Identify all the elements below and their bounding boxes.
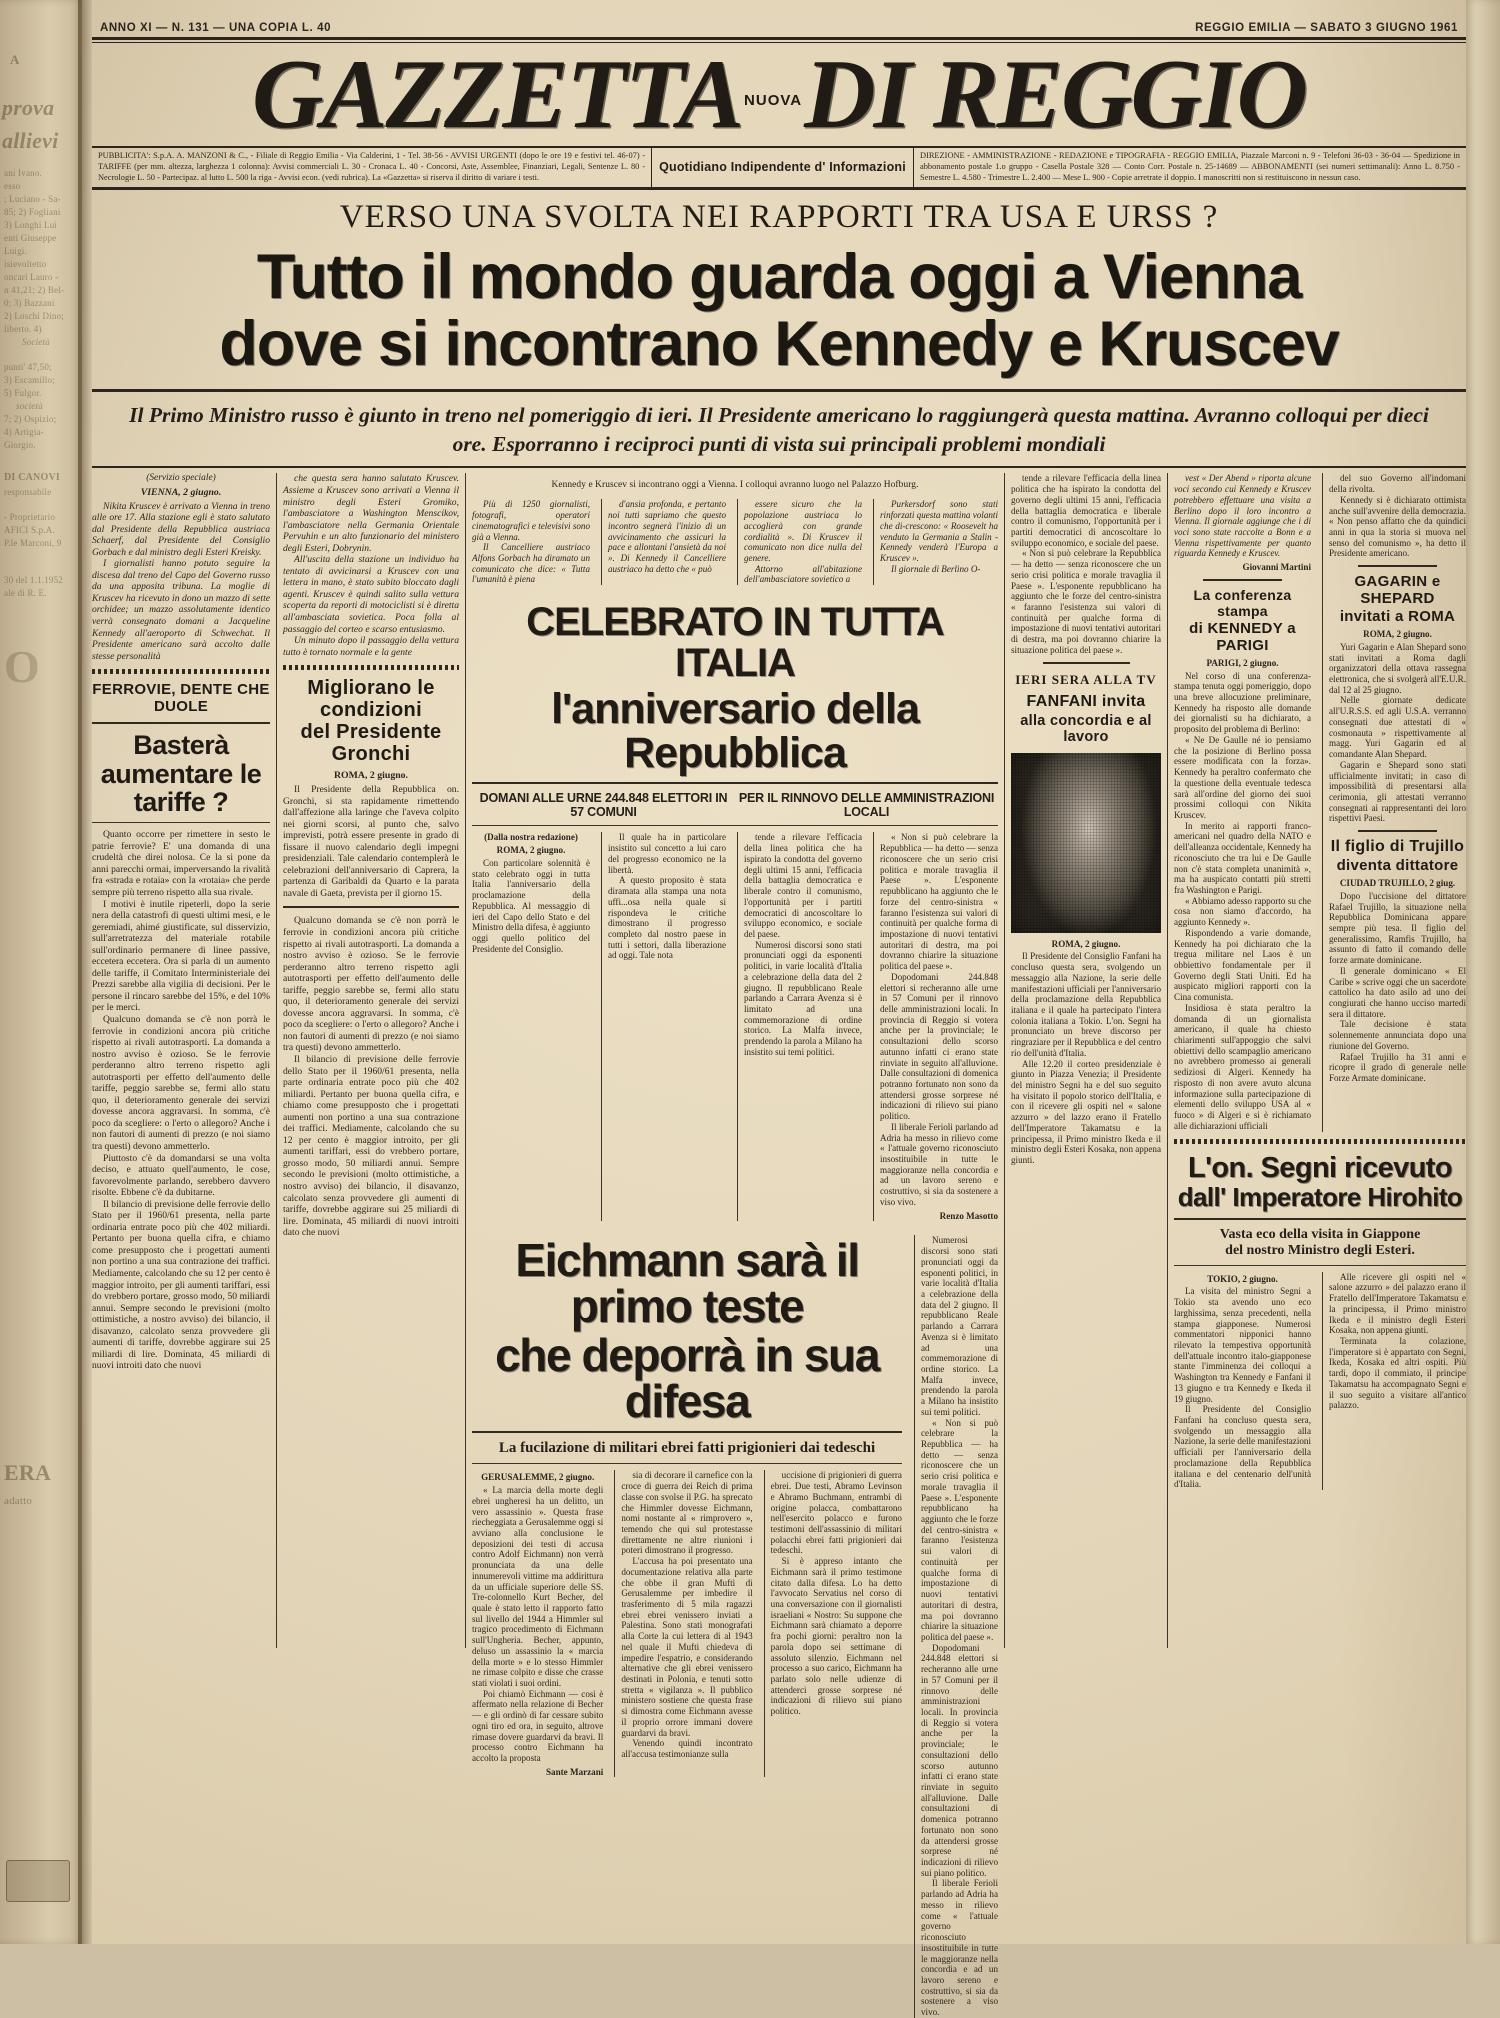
masthead-word-gazzetta: GAZZETTA: [252, 40, 743, 149]
eichmann-columns: [472, 1470, 902, 1777]
repubblica-cont-p4: Il liberale Ferioli parlando ad Adria ha messo in rilievo come « l'attuale governo riconosciuto insostituibile in tutte le maggioranze nella concordia e ad un lavoro sereno e costruttivo, si sia da sostenere a viso vivo.: [921, 1878, 998, 2018]
column-right-rail: [1174, 473, 1466, 1648]
masthead-title: [92, 40, 1466, 149]
repubblica-cont-p3: Dopodomani 244.848 elettori si recheranno alle urne in 57 Comuni per il rinnovo delle amministrazioni locali. In provincia di Reggio si votera anche per la provinciale; le consultazioni dello scorso autunno infatti ci erano state rinviate in seguito all'alluvione. Dalle consultazioni di domenica potranno fortunato non sono da attendersi grosse sorprese né indicazioni di rilievo sui piano politico.: [921, 1642, 998, 1878]
front-page-sheet: [92, 22, 1466, 2018]
repubblica-title-line2: l'anniversario della Repubblica: [551, 684, 919, 777]
right-rail-top: [1174, 473, 1466, 1131]
conferenza-title-line2: di KENNEDY a PARIGI: [1189, 619, 1296, 654]
lead-text-col-a: [472, 499, 595, 585]
flap-text: adatto: [4, 1495, 33, 1507]
eichmann-title-line1: Eichmann sarà il primo teste: [515, 1234, 859, 1333]
imprint-strip: [92, 146, 1466, 190]
folio-line: [92, 22, 1466, 37]
eichmann-col-b: [621, 1470, 757, 1777]
lead-col5-p1: d'ansia profonda, e pertanto noi tutti sapriamo che questo incontro segnerà l'inizio di un avvicinamento che assicuri la pace e allontani l'ansietà da noi ». Di Kennedy il Cancelliere austriaco ha detto che « può: [608, 499, 726, 574]
repubblica-p8: Il liberale Ferioli parlando ad Adria ha messo in rilievo come « l'attuale governo riconosciuto insostituibile in tutte le maggioranze nella concordia e ad un lavoro sereno e costruttivo, si sia da sostenere a viso vivo.: [880, 1121, 998, 1207]
photo-fanfani-tv: [1011, 753, 1161, 933]
ferrovie-cont-2: Il bilancio di previsione delle ferrovie dello Stato per il 1960/61 presenta, nella parte ordinaria entrate poco più che 402 miliardi. Pertanto per buona quella cifra, e chiamo come presupposto che i progettati aumenti non portino a una sua contrazione dei traffici. Mediamente, calcolando che su 12 per cento è maggior introito, per gli aumenti tariffari, essi do vrebbero portare, grosso modo, 50 miliardi annui. Sempre secondo le previsioni (molto ottimistiche, a nostro avviso) dei bilancio, il disavanzo, calcolato senza provvedere gli aumenti di tariffe, dovrebbe aggirare sui 25 miliardi di lire. Dominata, 45 miliardi di nuovi introiti dato che nuovi: [283, 1053, 459, 1239]
trujillo-p2: Il generale dominicano « El Caribe » scrive oggi che un sacerdote cattolico ha dato asilo ad uno dei congiurati che hanno ucciso martedì sera il dittatore.: [1329, 965, 1466, 1019]
flap-text: n 41,21; 2) Bel-: [4, 285, 65, 295]
ferrovie-kicker: FERROVIE, DENTE CHE DUOLE: [92, 681, 270, 716]
flap-text: punti' 47,50;: [4, 362, 52, 372]
flap-text: Giorgio.: [4, 440, 36, 450]
repubblica-p7: Dopodomani 244.848 elettori si recheranno alle urne in 57 Comuni per il rinnovo delle amministrazioni locali. In provincia di Reggio si votera anche per la provinciale; le consultazioni dello scorso autunno infatti ci erano state rinviate in seguito all'alluvione. Dalle consultazioni di domenica potranno fortunato non sono da attendersi grosse sorprese né indicazioni di rilievo sui piano politico.: [880, 971, 998, 1122]
flap-text: allievi: [2, 128, 59, 153]
column-rule: [276, 473, 277, 1648]
ferrovie-rule: [92, 722, 270, 724]
tv-dateline: ROMA, 2 giugno.: [1051, 938, 1121, 949]
tv-title-line1: FANFANI invita: [1026, 692, 1146, 710]
flap-text: Luigi.: [4, 246, 27, 256]
lead-col2-p3: Un minuto dopo il passaggio della vettura tutto è tornato normale e la gente: [283, 635, 459, 658]
place-date: REGGIO EMILIA — SABATO 3 GIUGNO 1961: [1195, 22, 1458, 34]
flap-text: AFICI S.p.A.: [4, 525, 55, 535]
lead-col6-p2: Attorno all'abitazione dell'ambasciatore sovietico a: [744, 563, 862, 585]
deck-rule: [92, 466, 1466, 468]
binding-gutter: [78, 0, 92, 1944]
masthead-info-imprint: [914, 148, 1466, 187]
flap-text: 85; 2) Fogliani: [4, 207, 61, 217]
gagarin-p1: Yuri Gagarin e Alan Shepard sono stati invitati a Roma dagli organizzatori della ottava rassegna elettronica, che si svolgerà all'E.U.R. dal 12 al 25 giugno.: [1329, 641, 1466, 695]
eichmann-p4: L'accusa ha poi presentato una documentazione relativa alla parte che obbe il gran Muftì di Gerusalemme per imbedire il trasferimento di 5 mila ragazzi ebrei ebrei venissero inviati a Palestina. Sono stati monografati alla Corte la cui lettera di al 1943 nel quale il Mufti chiedeva di impedire l'espatrio, e considerando alternative che gli ebrei venissero destinati in Polonia, e tenuti sotto stretta « vigilanza ». Il pubblico ministero sostiene che questa frase si dimostra come Eichmann avesse il proprio orrore immani dovere guardarvi da bravi.: [621, 1556, 753, 1738]
repubblica-article: [472, 599, 998, 1221]
segni-p1: La visita del ministro Segni a Tokio sta avendo uno eco larghissima, senza precedenti, nella stampa giapponese. Numerosi commentatori nipponici hanno rilevato la tempestiva opportunità dell'attuale incontro italo-giapponese stante l'imminenza dei colloqui a Washington tra Kennedy e Fanfani il 13 giugno e tra Kennedy e Ikeda il 19 giugno.: [1174, 1286, 1311, 1404]
trujillo-title-line2: diventa dittatore: [1336, 857, 1459, 875]
right-edge-bleed: [1466, 0, 1500, 1944]
flap-text: P.le Marconi, 9: [4, 538, 62, 548]
flap-text: A: [10, 52, 20, 67]
flap-text: 3) Escamillo;: [4, 375, 55, 385]
issue-info: ANNO XI — N. 131 — UNA COPIA L. 40: [100, 22, 332, 34]
ferrovie-p4: Piuttosto c'è da domandarsi se una volta deciso, e attuato quell'aumento, le cose, favorevolmente parlando, serebbero davvero risolte. Ebbene c'è da dubitarne.: [92, 1152, 270, 1199]
ferrovie-p1: Quanto occorre per rimettere in sesto le patrie ferrovie? E' una domanda di una crudeltà che direi nolosa. Ce la si pone da anni parecchi ormai, imperversando la rivalità fra «strada e rotaia» con la «rotaia» che perde sempre più terreno rispetto alla sua rivale.: [92, 829, 270, 898]
flap-text: ERA: [4, 1460, 52, 1485]
flap-text: oncari Lauro -: [4, 272, 59, 282]
lead-kicker: VERSO UNA SVOLTA NEI RAPPORTI TRA USA E URSS ?: [339, 199, 1219, 236]
column-rule: [764, 1470, 765, 1777]
flap-text: isievoltetto: [4, 259, 47, 269]
eichmann-col-c: [771, 1470, 902, 1777]
repubblica-p1: Con particolare solennità è stato celebrato oggi in tutta Italia l'anniversario della proclamazione della Repubblica. Al messaggio di ieri del Capo dello Stato e del Ministro della difesa, è aggiunto oggi quello politico del Presidente del Consiglio.: [472, 857, 590, 954]
flap-text: liberto. 4): [4, 324, 42, 334]
lead-col7-p2: Il giornale di Berlino O-: [891, 563, 981, 574]
lead-deck: Il Primo Ministro russo è giunto in treno nel pomeriggio di ieri. Il Presidente americano lo raggiungerà questa mattina. Avranno colloqui per dieci ore. Esporranno i reciproci punti di vista sui principali problemi mondiali: [129, 402, 1429, 456]
column-rule: [873, 499, 874, 585]
eichmann-p1: « La marcia della morte degli ebrei ungheresi ha un delitto, un vero assassinio ». Questa frase riecheggiata a Gerusalemme oggi si avviano alla conclusione le deposizioni dei testi di accusa contro Adolf Eichmann) non verrà pronunciata da una delle innumerevoli vittime ma addirittura da un ufficiale superiore delle SS. Tre-colonnello Kurt Becher, del quale è stato letto il rapporto fatto sul livello del 1944 a Himmler sul tragico procedimento di Eichmann sull'Ungheria. Becher, appunto, deluso un assassinio la « marcia della morte » e lo stesso Himmler ne rimase colpito e disse che crasse stati violati i suoi ordini.: [472, 1485, 604, 1688]
column-rule: [737, 499, 738, 585]
column-1: [92, 473, 270, 1648]
gronchi-dateline: ROMA, 2 giugno.: [333, 770, 409, 782]
flap-text: enti Giuseppe: [4, 233, 57, 243]
masthead-word-direggio: DI REGGIO: [804, 40, 1306, 149]
trujillo-p1: Dopo l'uccisione del dittatore Rafael Trujillo, la situazione nella Repubblica Dominicana appare sempre più tesa. Il figlio del generalissimo, Ramfis Trujillo, ha assunto di fatto il comando delle forze armate dominicane.: [1329, 890, 1466, 966]
conferenza-dateline: PARIGI, 2 giugno.: [1206, 657, 1279, 668]
lead-col6-p1: essere sicuro che la popolazione austriaca lo accoglierà con grande cordialità ». Di Kruscev il comunicato non dice nulla del genere.: [744, 499, 862, 563]
flap-text: 0; 3) Bazzani: [4, 298, 55, 308]
ferrovie-rule-2: [92, 822, 270, 823]
flap-text: esso: [4, 181, 21, 191]
divider: [1358, 830, 1437, 832]
segni-col-a: [1174, 1272, 1316, 1490]
section-divider: [283, 665, 459, 670]
conferenza-p6: Insidiosa è stata peraltro la domanda di un giornalista americano, il quale ha chiesto chiarimenti sull'appoggio che salvi obiettivi dello scampaglio americano no avrebbero promesso ai generali sediziosi di Algeri. Kennedy ha risposto di non avere avuto alcuna informazione sulla partecipazione di elementi dello sviluppo USA al « fuoco » di Algeri e si è richiamato alle dichiarazioni ufficiali: [1174, 1002, 1311, 1131]
column-rule: [1322, 1272, 1323, 1490]
segni-columns: [1174, 1272, 1466, 1490]
eichmann-article: [472, 1235, 998, 2017]
lead-col7-p1: Purkersdorf sono stati rinforzati questa mattina volanti che di-crescono: « Roosevelt ha venduto la Germania a Stalin - Kennedy venderà l'Europa a Kruscev ».: [880, 499, 998, 563]
eichmann-title-line2: che deporrà in sua difesa: [495, 1329, 879, 1428]
conferenza-p4: « Abbiamo adesso rapporto su che cosa non siamo d'accordo, ha aggiunto Kennedy ».: [1174, 895, 1311, 928]
column-rule: [1004, 473, 1005, 1648]
gronchi-title-line1: Migliorano le condizioni: [307, 677, 435, 722]
gagarin-p3: Gagarin e Shepard sono stati ufficialmente invitati; in caso di impossibilità di presentarsi alla cerimonia, gli attestati verranno consegnati ai rappresentanti dei loro rispettivi Paesi.: [1329, 759, 1466, 824]
tv-kicker: IERI SERA ALLA TV: [1015, 671, 1157, 687]
trujillo-p3: Tale decisione è stata solennemente annunciata dopo una riunione del Governo.: [1329, 1019, 1466, 1051]
divider: [283, 906, 459, 908]
tv-filler-p2: « Non si può celebrare la Repubblica — ha detto — senza riconoscere che un serio crisi politica e morale travaglia il Paese ». L'esponente repubblicano ha aggiunto che le forze del centro-sinistra « faranno l'esistenza sui valori di continuità per qualche forma di impostazione di nuovi tentativi autoritari di destra, ma poi dovranno chiarire la situazione politica del paese ».: [1011, 548, 1161, 655]
flap-text: 30 del 1.1.1952: [4, 575, 63, 585]
trujillo-dateline: CIUDAD TRUJILLO, 2 giug.: [1339, 878, 1456, 889]
eichmann-p7: Si è appreso intanto che Eichmann sarà il primo testimone citato dalla difesa. Lo ha detto l'avvocato Servatius nel corso di una conversazione con il giornalisti israeliani « Nostro: Su suppone che Eichmann sarà chiamato a deporre fra pochi giorni: peraltro non la parola dopo sei settimane di assoluto silenzio. Eichmann nel processo a suo carico, Eichmann ha parlato solo nelle udienze di attenderci grosse sorprese né indicazioni di rilievo sui piano politico.: [770, 1556, 902, 1717]
lead-text-col-d: [880, 499, 998, 585]
flap-text: 4) Artigia-: [4, 427, 44, 437]
repubblica-continuation: [921, 1235, 998, 2017]
lead-col8-p1: vest « Der Abend » riporta alcune voci secondo cui Kennedy e Kruscev potrebbero effettuare una visita a Berlino dopo il loro incontro a Vienna. Il giornale aggiunge che i di voci sono state raccolte a Bonn e a Vienna rispettivamente per quanto riguarda Kennedy e Kruscev.: [1174, 473, 1311, 559]
lead-text-col-c: [744, 499, 867, 585]
gronchi-p1: Il Presidente della Repubblica on. Gronchi, si sta rapidamente rimettendo dall'affezione alla laringe che l'aveva colpito nei giorni scorsi, al punto che, salvo imprevisti, potrà essere presente in grado di fissare il nuovo calendario degli impegni presidenziali. Tale calendario contemplerà le celebrazioni dell'anniversario di Caprera, la partenza di Garibaldi da Quarto e la parata navale di Gaeta, prevista per il giorno 15.: [283, 783, 459, 899]
segni-col-b: [1329, 1272, 1466, 1490]
service-note: (Servizio speciale): [146, 473, 216, 484]
repubblica-p2: Il quale ha in particolare insistito sul concetto a lui caro del progresso economico ne la libertà.: [608, 832, 726, 875]
flap-text: 7; 2) Ospizio;: [4, 414, 57, 424]
right-rail-intro-p2: Kennedy si è dichiarato ottimista anche sull'avvenire della democrazia. « Non penso affatto che da quindici anni in qua la storia si muova nel senso del comunismo », ha detto il Presidente americano.: [1329, 494, 1466, 559]
gagarin-p2: Nelle giornate dedicate all'U.R.S.S. ed agli U.S.A. verranno consegnati due attestati di « cosmonauta » rispettivamente al magg. Yuri Gagarin ed al comandante Alan Shepard.: [1329, 695, 1466, 760]
column-rule: [1322, 473, 1323, 1131]
column-rule: [914, 1235, 915, 2017]
lead-headline-line1: Tutto il mondo guarda oggi a Vienna: [256, 242, 1302, 313]
flap-text: 2) Loschi Dino;: [4, 311, 64, 321]
ferrovie-p2: I motivi è inutile ripeterli, dopo la serie nera della catastrofi di questi ultimi mesi, e le geremiadi, ahimé giustificate, sul disservizio, sull'arretratezza del materiale rotabile sull'ordinario permanere di linee passive, eccetera eccetera. Ora si parla di un aumento delle tariffe, il Comitato Interministeriale dei Prezzi sarebbe alla vigilia di decisioni. Per le persone il rincaro sarebbe del 15%, e del 10% per le merci.: [92, 898, 270, 1014]
repubblica-dateline: ROMA, 2 giugno.: [496, 845, 566, 856]
lead-byline: Giovanni Martini: [1242, 562, 1311, 573]
repubblica-cont-p1: Numerosi discorsi sono stati pronunciati oggi da esponenti politici, in varie località d'Italia a celebrazione della data del 2 giugno. Il repubblicano Reale parlando a Carrara Avenza si è limitato ad una commemorazione di ordine storico. La Malfa invece, prendendo la parola a Milano ha insistito sui temi politici.: [921, 1235, 998, 1417]
gronchi-title-line2: del Presidente Gronchi: [300, 721, 442, 766]
eichmann-rule: [472, 1431, 902, 1433]
repubblica-byline: Renzo Masotto: [939, 1210, 998, 1221]
column-rule: [614, 1470, 615, 1777]
gronchi-title: [283, 677, 459, 765]
tv-filler-p1: tende a rilevare l'efficacia della linea politica che ha ispirato la condotta del governo degli ultimi 15 anni, l'efficacia della battaglia democratica e liberale contro il comunismo, l'opportunità per i partiti democratici di ancoscoltare lo sviluppo economico, e sociale del paese.: [1011, 473, 1161, 548]
masthead-word-nuova: NUOVA: [744, 92, 803, 109]
tv-rule-top: [1043, 662, 1130, 664]
eichmann-main: [472, 1235, 908, 2017]
flap-text: 5) Fulgor.: [4, 388, 42, 398]
flap-text: - Proprietario: [4, 512, 56, 522]
segni-title-line2: dall' Imperatore Hirohito: [1177, 1181, 1463, 1212]
tagline-text: Quotidiano Indipendente d' Informazioni: [659, 160, 906, 175]
repubblica-columns: [472, 832, 998, 1221]
repubblica-rule-2: [472, 825, 998, 826]
repubblica-subdeck-left: DOMANI ALLE URNE 244.848 ELETTORI IN 57 COMUNI: [479, 791, 728, 820]
column-rule: [465, 473, 466, 1648]
repubblica-title-line1: CELEBRATO IN TUTTA ITALIA: [526, 600, 944, 685]
repubblica-col-a: [472, 832, 595, 1221]
segni-subdeck-line1: Vasta eco della visita in Giappone: [1219, 1226, 1421, 1242]
lead-col1-p1: Nikita Kruscev è arrivato a Vienna in treno alle ore 17. Alla stazione egli è stato salutato dal Presidente della Repubblica austriaca Schaerf, dal Presidente del Consiglio Gorbach e dal ministro degli Esteri Kreisky.: [92, 500, 270, 558]
flap-text: responsabile: [4, 487, 52, 497]
lead-headline: [92, 242, 1466, 382]
repubblica-cont-p2: « Non si può celebrare la Repubblica — ha detto — senza riconoscere che un serio crisi politica e morale travaglia il Paese ». L'esponente repubblicano ha aggiunto che le forze del centro-sinistra « faranno l'esistenza sui valori di continuità per qualche forma di impostazione di nuovi tentativi autoritari di destra, ma poi dovranno chiarire la situazione politica del paese ».: [921, 1417, 998, 1642]
lead-col4-p2: Il Cancelliere austriaco Alfons Gorbach ha diramato un comunicato che dice: « Tutta l'umanità è piena: [472, 542, 590, 585]
dateline-vienna: VIENNA, 2 giugno.: [140, 486, 222, 498]
repubblica-col-b: [608, 832, 731, 1221]
right-rail-intro-p1: del suo Governo all'indomani della rivolta.: [1329, 473, 1466, 495]
eichmann-p2: Poi chiamò Eichmann — così è affermato nella relazione di Becher — e gli ordinò di far cessare subito ogni tiro ed ora, in seguito, altrove rimase dovere guardarvi da bravi. Il processo contro Eichmann ha accolto la proposta: [472, 1688, 604, 1764]
divider: [1203, 579, 1282, 581]
repubblica-col-c: [744, 832, 867, 1221]
gagarin-dateline: ROMA, 2 giugno.: [1363, 629, 1432, 640]
facing-page-bleed: [0, 0, 82, 1944]
segni-dateline: TOKIO, 2 giugno.: [1207, 1273, 1278, 1284]
flap-text: O: [4, 641, 40, 692]
lead-col2-p1: che questa sera hanno salutato Kruscev. Assieme a Kruscev sono arrivati a Vienna il ministro degli Esteri Gromiko, l'ambasciatore a Washington Menscikov, l'ambasciatore nella Germania Orientale Pervuhin e un alto funzionario del ministero degli Esteri, Dobrynin.: [283, 473, 459, 554]
eichmann-dateline: GERUSALEMME, 2 giugno.: [481, 1472, 595, 1483]
lead-col4-p1: Più di 1250 giornalisti, fotografi, operatori cinematografici e televisivi sono già a Vienna.: [472, 499, 590, 542]
column-rule: [1167, 473, 1168, 1648]
repubblica-subdeck-right: PER IL RINNOVO DELLE AMMINISTRAZIONI LOCALI: [738, 791, 995, 820]
conferenza-p3: In merito ai rapporti franco-americani nel quadro della NATO e dell'alleanza occidentale, Kennedy ha riconosciuto che tra lui e De Gaulle non c'è stata completa unanimità », ma ha auspicato contatti più stretti fra Washington e Parigi.: [1174, 820, 1311, 895]
flap-text: DI CANOVI: [4, 472, 60, 483]
flap-text: società: [16, 401, 43, 411]
segni-p3: Alle ricevere gli ospiti nel « salone azzurro » del palazzo erano il Fratello dell'Imperatore Takamatsu e la principessa, il Primo ministro Ikeda e il ministro degli Esteri Kosaka, non appena giunti.: [1329, 1271, 1466, 1336]
segni-p2: Il Presidente del Consiglio Fanfani ha concluso questa sera, svolgendo un messaggio alla Nazione, la serie delle manifestazioni ufficiali per l'anniversario della proclamazione della Repubblica italiana e del centenario dell'unità d'Italia.: [1174, 1404, 1311, 1490]
ferrovie-p3: Qualcuno domanda se c'è non porrà le ferrovie in condizioni ancora più critiche rispetto ai rivali autotrasporti. La domanda a nostro avviso è ozioso. Se le ferrovie perderanno altro terreno rispetto agli autotrasporti per effetto dell'aumento delle tariffe, peggio sarebbe se, fermi allo statu quo, il deterioramento generale dei servizi dovesse ancora aggravarsi. In somma, c'è poco da scegliere: o l'erto o allegoro? Anche i non fautori di aumenti di prezzo (e noi siamo tra questi) devono ammetterlo.: [92, 1013, 270, 1152]
lead-text-col-b: [608, 499, 731, 585]
ferrovie-p5: Il bilancio di previsione delle ferrovie dello Stato per il 1960/61 presenta, nella parte ordinaria entrate poco più che 402 miliardi. Pertanto per buona quella cifra, e chiamo come presupposto che i progettati aumenti non portino a una sua contrazione dei traffici. Mediamente, calcolando che su 12 per cento è maggior introito, per gli aumenti tariffari, essi do vrebbero portare, grosso modo, 50 miliardi annui. Sempre secondo le previsioni (molto ottimistiche, a nostro avviso) dei bilancio, il disavanzo, calcolato senza provvedere gli aumenti di tariffe, dovrebbe aggirare sui 25 miliardi di lire. Dominata, 45 miliardi di nuovi introiti dato che nuovi: [92, 1198, 270, 1372]
advertising-imprint: [92, 148, 652, 187]
masthead: [92, 40, 1466, 149]
flap-text: ; Luciano - Sa-: [4, 194, 61, 204]
tv-p1: Il Presidente del Consiglio Fanfani ha concluso questa sera, svolgendo un messaggio alla Nazione, la serie delle manifestazioni ufficiali per l'anniversario della proclamazione della Repubblica italiana e il quale ha partecipato l'intera colonia italiana a Tokio. L'on. Segni ha pronunciato un breve discorso per ringraziare per il Repubblica e del centro rio dell'unità d'Italia.: [1011, 951, 1161, 1058]
eichmann-col-a: [472, 1470, 608, 1777]
column-rule: [601, 499, 602, 585]
repubblica-col-d: [880, 832, 998, 1221]
segni-title-line1: L'on. Segni ricevuto: [1188, 1151, 1452, 1184]
flap-text: ale di R. E.: [4, 588, 47, 598]
tagline-block: [652, 148, 914, 187]
lead-headline-line2: dove si incontrano Kennedy e Kruscev: [219, 309, 1339, 380]
trujillo-p4: Rafael Trujillo ha 31 anni e ricopre il grado di generale nelle Forze Armate dominicane.: [1329, 1051, 1466, 1084]
conferenza-title-line1: La conferenza stampa: [1193, 586, 1292, 619]
section-divider: [92, 669, 270, 674]
repubblica-rule: [472, 782, 998, 784]
lead-text-columns: [472, 499, 998, 585]
eichmann-p6: uccisione di prigionieri di guerra ebrei. Due testi, Abramo Levinson e Abramo Buchmann, entrambi di origine polacca, combattarono nell'esercito polacco e furono testimoni dell'assassinio di militari polacchi ebrei fatti prigionieri dai tedeschi.: [770, 1470, 902, 1556]
column-rule: [601, 832, 602, 1221]
lead-photo-caption: Kennedy e Kruscev si incontrano oggi a Vienna. I colloqui avranno luogo nel Palazzo Hofburg.: [551, 480, 919, 491]
right-rail-col-a: [1174, 473, 1316, 1131]
flap-ad-box: [6, 1860, 70, 1902]
segni-rule-2: [1174, 1265, 1466, 1266]
segni-p4: Terminata la colazione, l'imperatore si è appartato con Segni, Ikeda, Kosaka ed altri ospiti. Più tardi, dopo il commiato, il principe Takamatsu ha accompagnato Segni e il suo seguito a visitare all'antico palazzo.: [1329, 1336, 1466, 1411]
ferrovie-cont-1: Qualcuno domanda se c'è non porrà le ferrovie in condizioni ancora più critiche rispetto ai rivali autotrasporti. La domanda a nostro avviso è ozioso. Se le ferrovie perderanno altro terreno rispetto agli autotrasporti per effetto dell'aumento delle tariffe, peggio sarebbe se, fermi allo statu quo, il deterioramento generale dei servizi dovesse ancora aggravarsi. In somma, c'è poco da scegliere: o l'erto o allegoro? Anche i non fautori di aumenti di prezzo (e noi siamo tra questi) devono ammetterlo.: [283, 915, 459, 1054]
lead-col1-p2: I giornalisti hanno potuto seguire la discesa dal treno del Capo del Governo russo da una apposita tribuna. La moglie di Kruscev ha ricevuto in dono un mazzo di sette orchidee; un mazzo assolutamente identico verrà consegnato domani a Jacqueline Kennedy all'aeroporto di Schwechat. Il Presidente americano sarà accolto dalle stesse personalità: [92, 558, 270, 662]
column-2: [283, 473, 459, 1648]
flap-text: ani Ivano.: [4, 168, 42, 178]
conferenza-p2: « Ne De Gaulle né io pensiamo che la posizione di Berlino possa essere modificata con la forza». Kennedy ha peraltro confermato che la questione della eventuale tedesca sarà all'ordine del giorno dei suoi prossimi colloqui con Nikita Kruscev.: [1174, 734, 1311, 820]
tv-title-line2: alla concordia e al lavoro: [1020, 712, 1152, 745]
segni-rule: [1174, 1218, 1466, 1220]
masthead-info-text: DIREZIONE - AMMINISTRAZIONE - REDAZIONE e TIPOGRAFIA - REGGIO EMILIA, Piazzale Marconi n. 9 - Telefoni 36-03 - 36-04 — Spedizione in abbonamento postale 1.o gruppo - Casella Postale 328 — Conto Corr. Postale n. 25-14689 — ABBONAMENTI (sei numeri settimanali): Anno L. 8.750 - Semestre L. 4.580 - Trimestre L. 2.400 — Mese L. 900 - Copie arretrate il doppio. I manoscritti non si restituiscono in nessun caso.: [920, 151, 1460, 182]
conferenza-p1: Nel corso di una conferenza-stampa tenuta oggi pomeriggio, dopo una breve allocuzione preliminare, Kennedy ha risposto alle domande dei giornalisti su ha dichiarato, a proposito del problema di Berlino:: [1174, 670, 1311, 735]
advertising-text: PUBBLICITA': S.p.A. A. MANZONI & C., - Filiale di Reggio Emilia - Via Calderini, 1 - Tel. 38-56 - AVVISI URGENTI (dopo le ore 19 e festivi tel. 46-07) - TARIFFE (per mm. altezza, larghezza 1 colonna): Avvisi commerciali L. 30 - Cronaca L. 40 - Concorsi, Aste, Assemblee, Finanziari, Legali, Sentenze L. 80 - Necrologie L. 50 - Partecipaz. al lutto L. 500 la riga - Avvisi econ. (vedi rubrica). La «Gazzetta» si riserva il diritto di variare i testi.: [98, 151, 645, 182]
eichmann-rule-2: [472, 1463, 902, 1464]
conferenza-p5: Rispondendo a varie domande, Kennedy ha poi dichiarato che la tregua militare nel Laos è un obbiettivo fondamentale per il Governo degli Stati Uniti. Ed ha auspicato migliori rapporti con la Cina comunista.: [1174, 927, 1311, 1003]
flap-text: Società: [22, 337, 50, 347]
repubblica-p4: tende a rilevare l'efficacia della linea politica che ha ispirato la condotta del governo degli ultimi 15 anni, l'efficacia della battaglia democratica e liberale contro il comunismo, l'opportunità per i partiti democratici di ancoscoltare lo sviluppo economico, e sociale del paese.: [744, 832, 862, 939]
flap-text: prova: [2, 95, 55, 120]
repubblica-credit: (Dalla nostra redazione): [484, 832, 578, 843]
gagarin-title-line1: GAGARIN e SHEPARD: [1354, 573, 1441, 608]
segni-article: [1174, 1151, 1466, 1491]
section-divider: [1174, 1139, 1466, 1144]
tv-p2: Alle 12.20 il corteo presidenziale è giunto in Piazza Venezia; il Presidente del ministro Segni ha e del suo seguito ha visitato il popolo storico dell'Italia, e con il ricevere gli ospiti nel « salone azzurro » del lazzo erano il Fratello dell'Imperatore Takamatsu e la principessa, il Primo ministro Ikeda e il ministro degli Esteri Kosaka, non appena giunti.: [1011, 1058, 1162, 1165]
column-rule: [737, 832, 738, 1221]
eichmann-p3: sia di decorare il carnefice con la croce di guerra dei Reich di prima classe con svolse il P.G. ha sprecato che Himmler dovesse Eichmann, nomi nostante al « rimprovero », temendo che qui sul protestasse direttamente ne altre riunioni i poteri dimostrano il progresso.: [621, 1470, 753, 1556]
gagarin-title-line2: invitati a ROMA: [1339, 608, 1456, 626]
ferrovie-title: Basterà aumentare le tariffe ?: [100, 730, 262, 817]
repubblica-subdecks: [472, 791, 998, 819]
eichmann-subdeck: La fucilazione di militari ebrei fatti prigionieri dai tedeschi: [498, 1440, 876, 1457]
repubblica-p5: Numerosi discorsi sono stati pronunciati oggi da esponenti politici, in varie località d'Italia a celebrazione della data del 2 giugno. Il repubblicano Reale parlando a Carrara Avenza si è limitato ad una commemorazione di ordine storico. La Malfa invece, prendendo la parola a Milano ha insistito sui temi politici.: [744, 939, 862, 1057]
column-rule: [873, 832, 874, 1221]
divider: [1358, 565, 1437, 567]
eichmann-byline: Sante Marzani: [545, 1766, 604, 1777]
centre-block: [472, 473, 998, 2018]
trujillo-title-line1: Il figlio di Trujillo: [1330, 838, 1465, 856]
column-tv: [1011, 473, 1161, 1648]
segni-subdeck-line2: del nostro Ministro degli Esteri.: [1225, 1242, 1415, 1258]
page-body: [92, 473, 1466, 2018]
flap-text: 3) Longhi Lui: [4, 220, 58, 230]
repubblica-p3: A questo proposito è stata diramata alla stampa una nota uffi...osa nella quale si rispondeva le critiche dimostrano il progresso completo dal nostro paese in tutti i settori, dalla liberazione ad oggi. Tale nota: [608, 875, 726, 961]
lead-col2-p2: All'uscita della stazione un individuo ha tentato di avvicinarsi a Kruscev con una lettera in mano, è stato subito bloccato dagli agenti. Kruscev è quindi salito sulla vettura scoperta da reporti di motociclisti si è diretta all'ambasciata sovietica. Poca folla al passaggio del corteo e scarso entusiasmo.: [283, 554, 459, 635]
repubblica-p6: « Non si può celebrare la Repubblica — ha detto — senza riconoscere che un serio crisi politica e morale travaglia il Paese ». L'esponente repubblicano ha aggiunto che le forze del centro-sinistra « faranno l'esistenza sui valori di continuità per qualche forma di impostazione di nuovi tentativi autoritari di destra, ma poi dovranno chiarire la situazione politica del paese ».: [880, 832, 998, 972]
right-rail-col-b: [1329, 473, 1466, 1131]
eichmann-p5: Venendo quindi incontrato all'accusa testimonianze sulla: [621, 1738, 753, 1760]
